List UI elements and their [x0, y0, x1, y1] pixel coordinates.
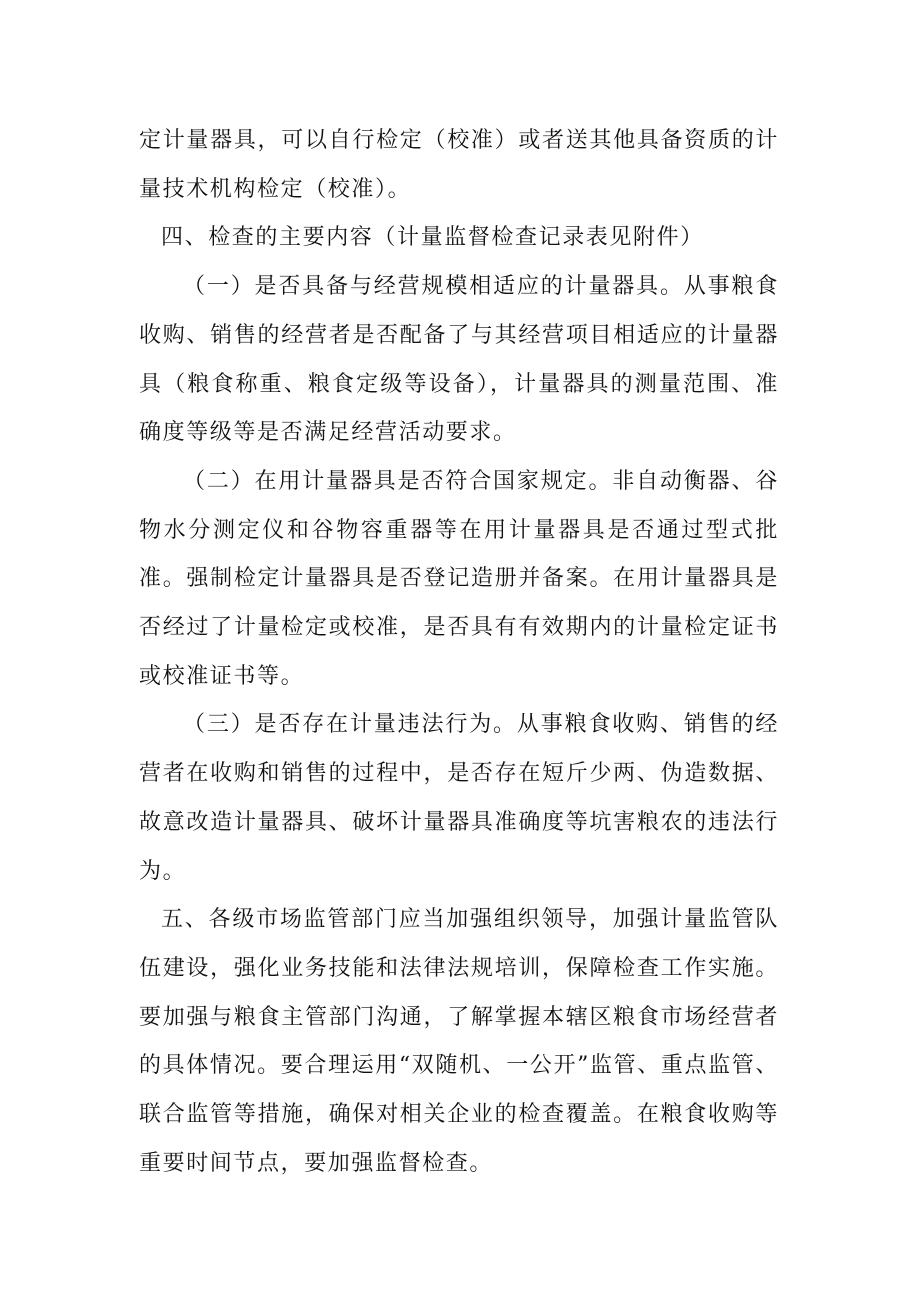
paragraph-item-one: （一）是否具备与经营规模相适应的计量器具。从事粮食收购、销售的经营者是否配备了与其经营项目相适应的计量器具（粮食称重、粮食定级等设备），计量器具的测量范围、准确度等级等是否满足经营活动要求。 [139, 274, 779, 446]
document-body [139, 117, 779, 1188]
paragraph-item-two: （二）在用计量器具是否符合国家规定。非自动衡器、谷物水分测定仪和谷物容重器等在用计量器具是否通过型式批准。强制检定计量器具是否登记造册并备案。在用计量器具是否经过了计量检定或校准，是否具有有效期内的计量检定证书或校准证书等。 [139, 468, 779, 689]
section-heading-four: 四、检查的主要内容（计量监督检查记录表见附件） [161, 225, 704, 251]
paragraph-continuation: 定计量器具，可以自行检定（校准）或者送其他具备资质的计量技术机构检定（校准）。 [139, 128, 779, 202]
section-five: 五、各级市场监管部门应当加强组织领导，加强计量监管队伍建设，强化业务技能和法律法规培训，保障检查工作实施。要加强与粮食主管部门沟通，了解掌握本辖区粮食市场经营者的具体情况。要合理运用“双随机、一公开”监管、重点监管、联合监管等措施，确保对相关企业的检查覆盖。在粮食收购等重要时间节点，要加强监督检查。 [139, 907, 779, 1176]
paragraph-item-three: （三）是否存在计量违法行为。从事粮食收购、销售的经营者在收购和销售的过程中，是否存在短斤少两、伪造数据、故意改造计量器具、破坏计量器具准确度等坑害粮农的违法行为。 [139, 712, 779, 884]
